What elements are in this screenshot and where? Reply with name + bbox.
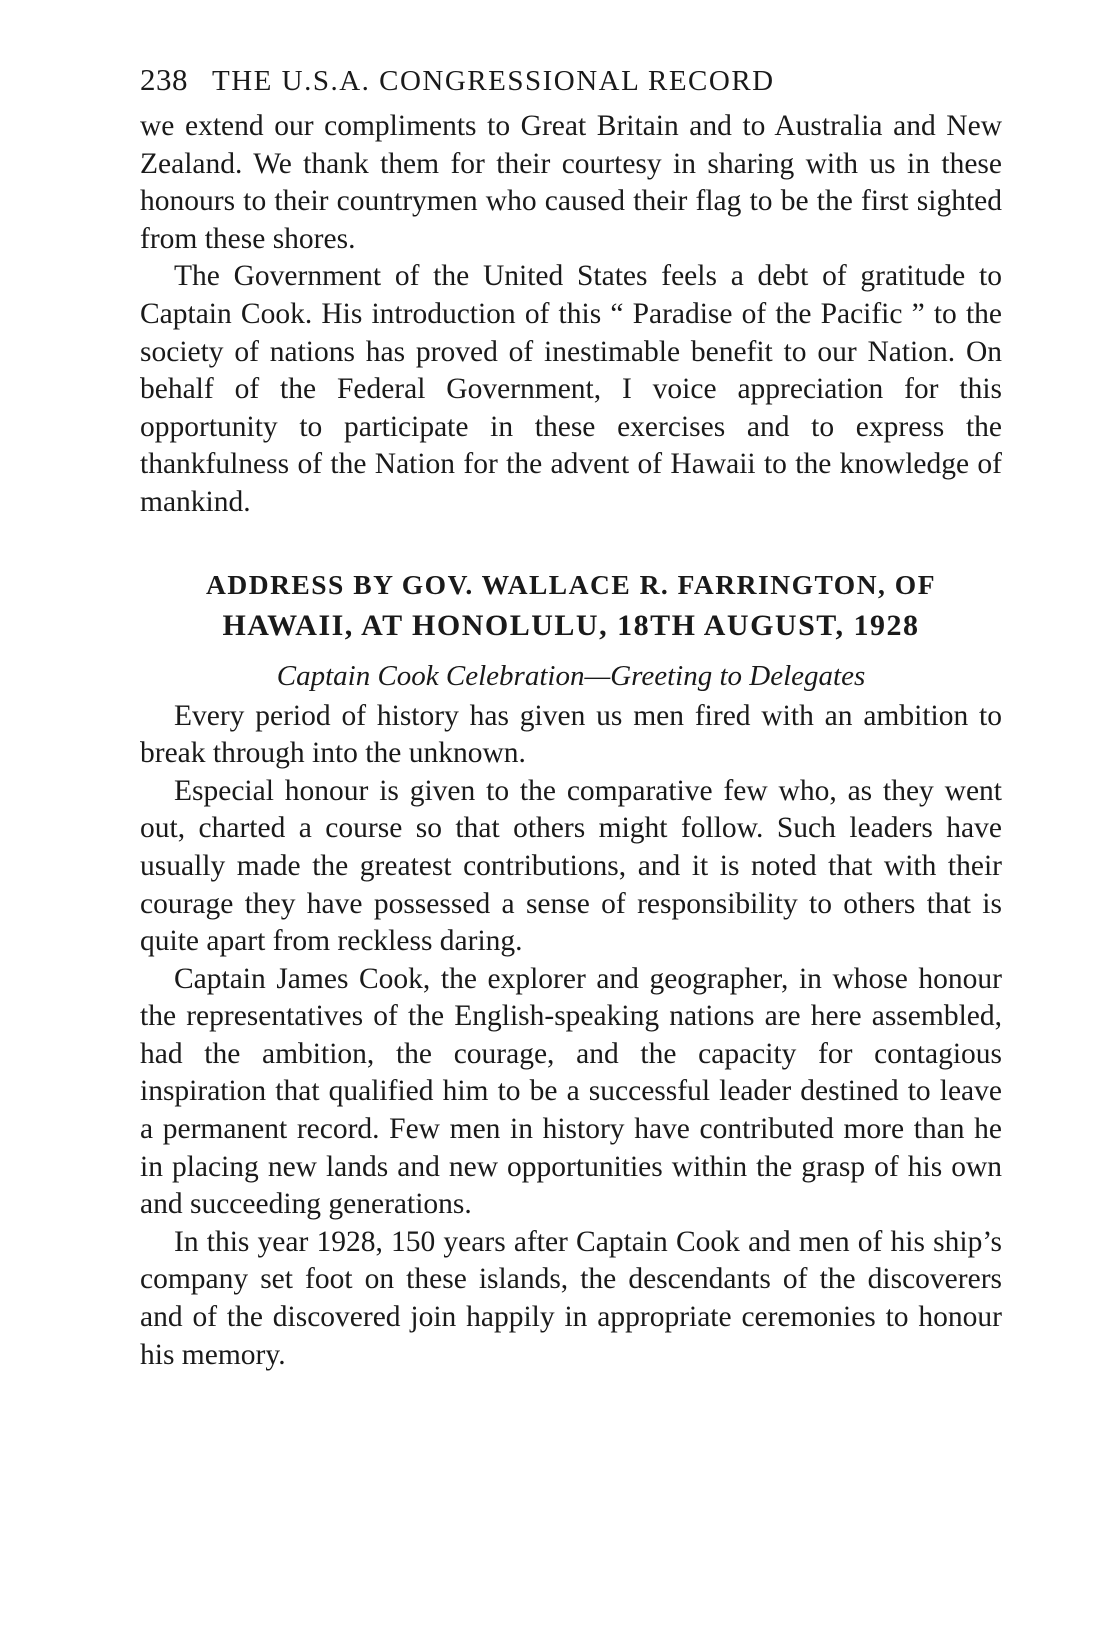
paragraph-every-period: Every period of history has given us men fired with an ambition to break through into the unknown. — [140, 699, 1002, 770]
paragraph-government-gratitude: The Government of the United States feels a debt of gratitude to Captain Cook. His introduction of this “ Paradise of the Pacific ” to the society of nations has proved of inestimable benefit to our Nation. On behalf of the Federal Government, I voice appreciation for this opportunity to participate in these exercises and to express the thankfulness of the Nation for the advent of Hawaii to the knowledge of mankind. — [140, 260, 1002, 518]
paragraph-continued: we extend our compliments to Great Britain and to Australia and New Zealand. We thank them for their courtesy in sharing with us in these honours to their countrymen who caused their flag to be the first sighted from these shores. — [140, 110, 1002, 255]
book-page — [140, 62, 1002, 1374]
paragraph-especial-honour: Especial honour is given to the comparative few who, as they went out, charted a course so that others might follow. Such leaders have usually made the greatest contributions, and it is noted that with their courage they have possessed a sense of responsibility to others that is quite apart from reckless daring. — [140, 774, 1002, 958]
paragraph-this-year: In this year 1928, 150 years after Captain Cook and men of his ship’s company set foot on these islands, the descendants of the discoverers and of the discovered join happily in appropriate ceremonies to honour his memory. — [140, 1225, 1002, 1371]
running-title: THE U.S.A. CONGRESSIONAL RECORD — [212, 65, 775, 97]
section-heading-line1: ADDRESS BY GOV. WALLACE R. FARRINGTON, OF — [205, 568, 936, 600]
section-subheading: Captain Cook Celebration—Greeting to Delegates — [276, 659, 866, 692]
address-text — [140, 698, 1002, 1375]
section-heading — [140, 564, 1002, 646]
page-number: 238 — [140, 62, 188, 97]
running-head — [140, 62, 1002, 108]
paragraph-captain-james-cook: Captain James Cook, the explorer and geographer, in whose honour the representatives of the English-speaking nations are here assembled, had the ambition, the courage, and the capacity for contagious inspiration that qualified him to be a successful leader destined to leave a permanent record. Few men in history have contributed more than he in placing new lands and new opportunities within the grasp of his own and succeeding generations. — [140, 962, 1002, 1221]
section-heading-line2: HAWAII, AT HONOLULU, 18TH AUGUST, 1928 — [222, 608, 920, 642]
continued-text — [140, 108, 1002, 522]
